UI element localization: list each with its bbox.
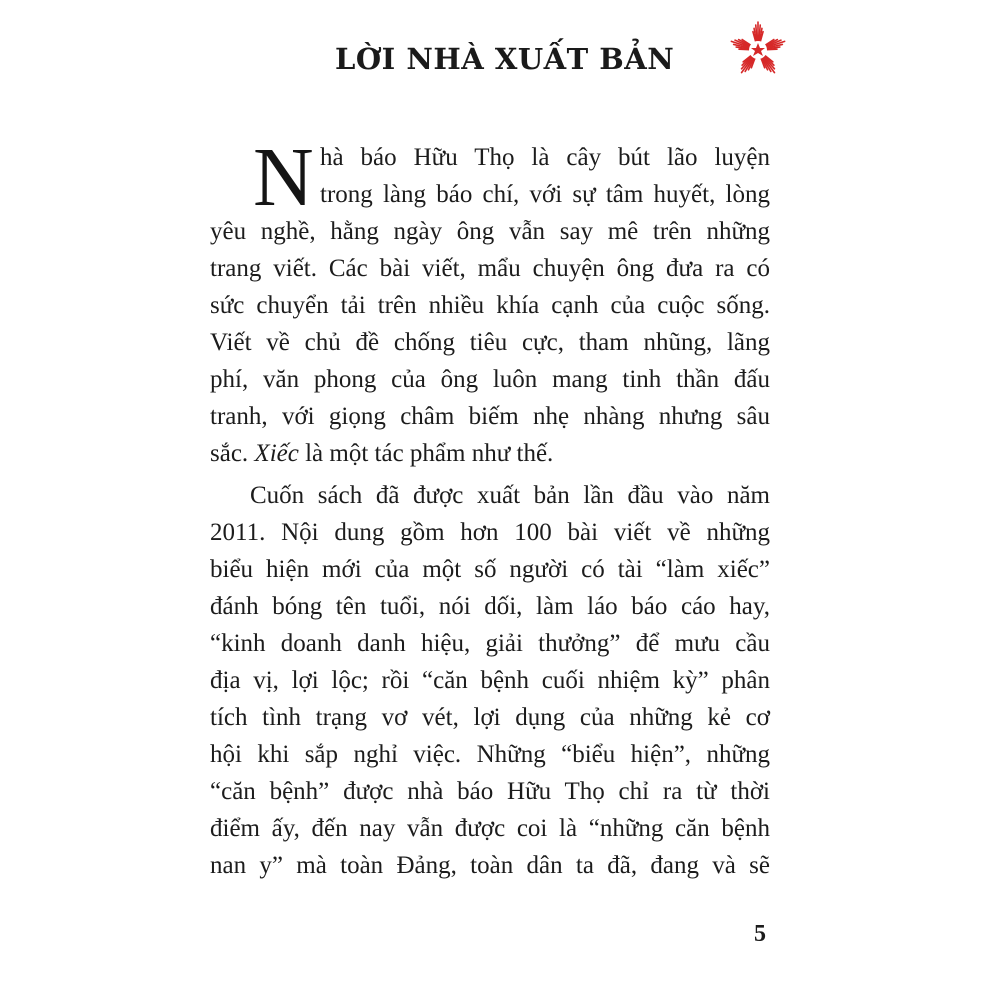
text-line-4: trang viết. Các bài viết, mẩu chuyện ông đưa ra có: [210, 255, 770, 282]
text-line-13: đánh bóng tên tuổi, nói dối, làm láo báo cáo hay,: [210, 593, 770, 620]
publisher-star-logo-icon: [728, 20, 788, 80]
text-line-9-rest: là một tác phẩm như thế.: [305, 440, 554, 467]
text-line-14: “kinh doanh danh hiệu, giải thưởng” để mưu cầu: [210, 630, 770, 657]
text-line-5: sức chuyển tải trên nhiều khía cạnh của cuộc sống.: [210, 292, 770, 319]
text-line-19: điểm ấy, đến nay vẫn được coi là “những căn bệnh: [210, 815, 770, 842]
text-line-11: 2011. Nội dung gồm hơn 100 bài viết về những: [210, 519, 770, 546]
text-line-6: Viết về chủ đề chống tiêu cực, tham nhũng, lãng: [210, 329, 770, 356]
text-line-15: địa vị, lợi lộc; rồi “căn bệnh cuối nhiệm kỳ” phân: [210, 667, 770, 694]
text-line-8: tranh, với giọng châm biếm nhẹ nhàng nhưng sâu: [210, 403, 770, 430]
page-title: LỜI NHÀ XUẤT BẢN: [335, 42, 675, 76]
text-line-12: biểu hiện mới của một số người có tài “làm xiếc”: [210, 556, 770, 583]
book-title-italic: Xiếc: [254, 440, 299, 467]
text-line-17: hội khi sắp nghỉ việc. Những “biểu hiện”, những: [210, 741, 770, 768]
text-line-9-prefix: sắc.: [210, 440, 249, 467]
text-line-2: trong làng báo chí, với sự tâm huyết, lòng: [320, 181, 770, 208]
drop-cap: N: [253, 131, 314, 224]
page-number: 5: [754, 921, 766, 947]
text-line-16: tích tình trạng vơ vét, lợi dụng của những kẻ cơ: [210, 704, 770, 731]
text-line-9: [210, 439, 770, 469]
text-line-18: “căn bệnh” được nhà báo Hữu Thọ chỉ ra từ thời: [210, 778, 770, 805]
text-line-3: yêu nghề, hằng ngày ông vẫn say mê trên những: [210, 218, 770, 245]
text-line-10: Cuốn sách đã được xuất bản lần đầu vào năm: [250, 482, 770, 509]
text-line-7: phí, văn phong của ông luôn mang tinh thần đấu: [210, 366, 770, 393]
text-line-20: nan y” mà toàn Đảng, toàn dân ta đã, đang và sẽ: [210, 852, 770, 879]
text-line-1: hà báo Hữu Thọ là cây bút lão luyện: [320, 144, 770, 171]
